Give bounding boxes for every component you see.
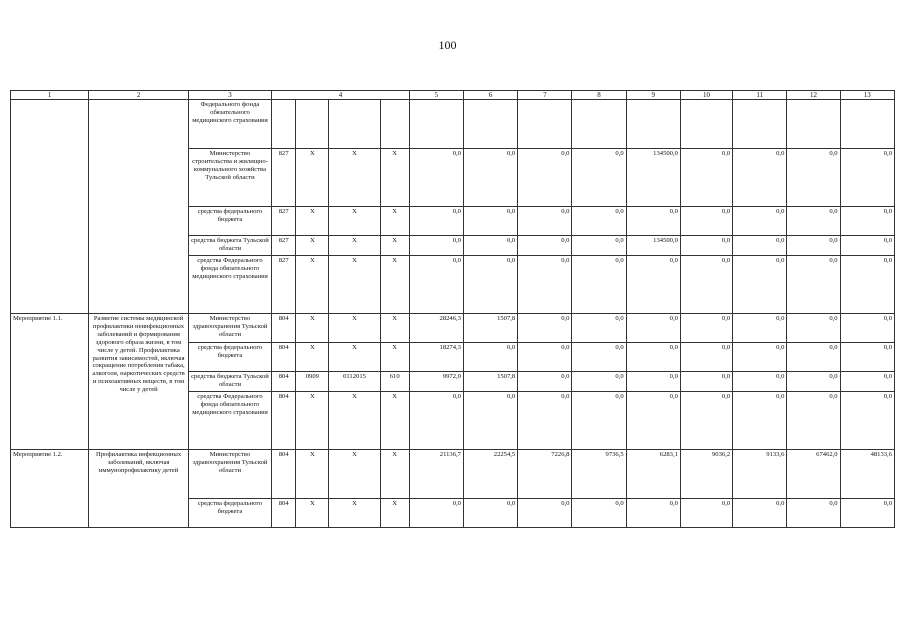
value-cell: 0,0 — [572, 149, 626, 207]
value-cell — [626, 100, 680, 149]
code-cell: 804 — [272, 372, 296, 392]
code-cell: 0112015 — [329, 372, 380, 392]
description-cell — [89, 100, 188, 314]
value-cell: 0,0 — [518, 392, 572, 450]
measure-cell — [11, 100, 89, 314]
value-cell — [733, 100, 787, 149]
value-cell: 7226,8 — [518, 450, 572, 499]
value-cell: 0,0 — [840, 236, 894, 256]
source-cell: Министерство здравоохранения Тульской области — [188, 314, 271, 343]
value-cell: 21136,7 — [409, 450, 463, 499]
code-cell: X — [296, 343, 329, 372]
value-cell: 0,0 — [409, 149, 463, 207]
code-cell: X — [296, 450, 329, 499]
value-cell: 0,0 — [733, 314, 787, 343]
value-cell: 67462,0 — [787, 450, 840, 499]
value-cell: 0,0 — [463, 499, 517, 528]
value-cell: 0,0 — [518, 149, 572, 207]
value-cell: 9972,0 — [409, 372, 463, 392]
code-cell: X — [296, 236, 329, 256]
value-cell: 0,0 — [787, 392, 840, 450]
value-cell: 0,0 — [409, 256, 463, 314]
code-cell: X — [380, 256, 409, 314]
code-cell: X — [380, 499, 409, 528]
value-cell: 9133,6 — [733, 450, 787, 499]
value-cell: 0,0 — [733, 207, 787, 236]
value-cell: 22254,5 — [463, 450, 517, 499]
source-cell: средства федерального бюджета — [188, 207, 271, 236]
code-cell: 827 — [272, 256, 296, 314]
value-cell: 0,0 — [626, 314, 680, 343]
code-cell: 827 — [272, 236, 296, 256]
value-cell: 0,0 — [572, 236, 626, 256]
code-cell: 804 — [272, 392, 296, 450]
value-cell: 0,0 — [518, 207, 572, 236]
value-cell: 18274,3 — [409, 343, 463, 372]
value-cell: 0,0 — [680, 499, 732, 528]
value-cell: 0,0 — [733, 343, 787, 372]
value-cell: 0,0 — [463, 236, 517, 256]
code-cell: X — [296, 314, 329, 343]
header-cell: 5 — [409, 91, 463, 100]
description-cell: Профилактика инфекционных заболеваний, включая иммунопрофилактику детей — [89, 450, 188, 528]
value-cell — [572, 100, 626, 149]
code-cell: X — [329, 343, 380, 372]
code-cell: X — [296, 256, 329, 314]
value-cell: 0,0 — [626, 499, 680, 528]
value-cell: 0,0 — [680, 149, 732, 207]
code-cell: X — [329, 314, 380, 343]
source-cell: средства федерального бюджета — [188, 343, 271, 372]
header-cell: 8 — [572, 91, 626, 100]
value-cell: 0,0 — [733, 499, 787, 528]
header-cell: 10 — [680, 91, 732, 100]
value-cell: 0,0 — [840, 256, 894, 314]
value-cell: 0,0 — [680, 314, 732, 343]
code-cell: X — [329, 450, 380, 499]
value-cell: 0,0 — [409, 207, 463, 236]
source-cell: средства Федерального фонда обязательного медицинского страхования — [188, 392, 271, 450]
header-cell: 12 — [787, 91, 840, 100]
code-cell: X — [380, 149, 409, 207]
value-cell: 0,0 — [518, 314, 572, 343]
value-cell: 0,0 — [463, 256, 517, 314]
measure-cell: Мероприятие 1.1. — [11, 314, 89, 450]
value-cell: 0,0 — [626, 343, 680, 372]
value-cell: 0,0 — [787, 343, 840, 372]
value-cell: 0,0 — [787, 499, 840, 528]
header-cell: 3 — [188, 91, 271, 100]
value-cell: 134500,0 — [626, 149, 680, 207]
value-cell — [463, 100, 517, 149]
source-cell: средства бюджета Тульской области — [188, 236, 271, 256]
code-cell: 610 — [380, 372, 409, 392]
code-cell: X — [380, 207, 409, 236]
description-cell: Развитие системы медицинской профилактики неинфекционных заболеваний и формирования здорового образа жизни, в том числе у детей. Профилактика развития зависимостей, включая сокращение потребления табака, алкоголя, наркотических средств и психоактивных веществ, в том числе у детей — [89, 314, 188, 450]
value-cell: 0,0 — [572, 392, 626, 450]
code-cell: 804 — [272, 499, 296, 528]
value-cell — [680, 100, 732, 149]
page-number: 100 — [438, 38, 457, 52]
header-cell: 1 — [11, 91, 89, 100]
code-cell: X — [296, 499, 329, 528]
source-cell: Министерство здравоохранения Тульской области — [188, 450, 271, 499]
value-cell: 0,0 — [518, 236, 572, 256]
code-cell — [272, 100, 296, 149]
value-cell: 0,0 — [840, 499, 894, 528]
value-cell: 6283,1 — [626, 450, 680, 499]
value-cell: 134500,0 — [626, 236, 680, 256]
value-cell: 0,0 — [680, 372, 732, 392]
value-cell: 0,0 — [626, 256, 680, 314]
value-cell: 0,0 — [733, 256, 787, 314]
value-cell: 0,0 — [463, 392, 517, 450]
value-cell: 0,0 — [787, 372, 840, 392]
code-cell: X — [329, 149, 380, 207]
value-cell: 0,0 — [518, 372, 572, 392]
value-cell: 0,0 — [572, 372, 626, 392]
code-cell: X — [380, 450, 409, 499]
source-cell: средства Федерального фонда обязательного медицинского страхования — [188, 256, 271, 314]
value-cell: 0,0 — [626, 392, 680, 450]
value-cell: 9036,2 — [680, 450, 732, 499]
code-cell: X — [329, 207, 380, 236]
value-cell: 0,0 — [626, 372, 680, 392]
value-cell: 0,0 — [787, 207, 840, 236]
code-cell — [296, 100, 329, 149]
value-cell: 48133,6 — [840, 450, 894, 499]
table-row — [11, 450, 895, 499]
value-cell: 0,0 — [840, 343, 894, 372]
value-cell: 0,0 — [572, 499, 626, 528]
code-cell: X — [329, 256, 380, 314]
value-cell: 0,0 — [518, 256, 572, 314]
value-cell — [409, 100, 463, 149]
value-cell: 0,0 — [626, 207, 680, 236]
code-cell: X — [329, 236, 380, 256]
source-cell: средства федерального бюджета — [188, 499, 271, 528]
code-cell: 827 — [272, 149, 296, 207]
value-cell: 0,0 — [840, 149, 894, 207]
value-cell: 0,0 — [680, 256, 732, 314]
code-cell: X — [380, 314, 409, 343]
value-cell: 0,0 — [572, 207, 626, 236]
value-cell: 0,0 — [787, 236, 840, 256]
code-cell: 0909 — [296, 372, 329, 392]
code-cell: X — [329, 392, 380, 450]
code-cell: X — [380, 236, 409, 256]
value-cell: 0,0 — [409, 499, 463, 528]
value-cell: 0,0 — [733, 236, 787, 256]
value-cell: 0,0 — [409, 392, 463, 450]
value-cell: 0,0 — [840, 207, 894, 236]
table-row — [11, 100, 895, 149]
budget-table — [10, 90, 895, 528]
value-cell: 0,0 — [840, 392, 894, 450]
code-cell — [380, 100, 409, 149]
code-cell — [329, 100, 380, 149]
code-cell: X — [296, 392, 329, 450]
measure-cell: Мероприятие 1.2. — [11, 450, 89, 528]
value-cell: 0,0 — [680, 392, 732, 450]
value-cell: 0,0 — [840, 372, 894, 392]
value-cell: 9736,5 — [572, 450, 626, 499]
header-cell: 11 — [733, 91, 787, 100]
value-cell: 28246,3 — [409, 314, 463, 343]
value-cell: 0,0 — [463, 207, 517, 236]
source-cell: средства бюджета Тульской области — [188, 372, 271, 392]
code-cell: X — [296, 207, 329, 236]
value-cell: 0,0 — [463, 343, 517, 372]
value-cell: 0,0 — [463, 149, 517, 207]
code-cell: 804 — [272, 450, 296, 499]
value-cell: 0,0 — [733, 149, 787, 207]
code-cell: X — [296, 149, 329, 207]
value-cell: 0,0 — [787, 149, 840, 207]
value-cell: 0,0 — [572, 343, 626, 372]
value-cell: 1507,8 — [463, 314, 517, 343]
value-cell: 0,0 — [733, 372, 787, 392]
value-cell: 0,0 — [787, 256, 840, 314]
value-cell: 0,0 — [680, 236, 732, 256]
header-cell: 13 — [840, 91, 894, 100]
value-cell: 0,0 — [787, 314, 840, 343]
value-cell — [787, 100, 840, 149]
code-cell: X — [380, 392, 409, 450]
value-cell: 0,0 — [518, 499, 572, 528]
code-cell: 827 — [272, 207, 296, 236]
header-row — [11, 91, 895, 100]
header-cell: 6 — [463, 91, 517, 100]
header-cell: 2 — [89, 91, 188, 100]
header-cell: 9 — [626, 91, 680, 100]
value-cell: 0,0 — [840, 314, 894, 343]
value-cell: 1507,8 — [463, 372, 517, 392]
value-cell — [518, 100, 572, 149]
code-cell: X — [380, 343, 409, 372]
value-cell: 0,0 — [572, 314, 626, 343]
code-cell: 804 — [272, 343, 296, 372]
value-cell: 0,0 — [572, 256, 626, 314]
header-cell: 7 — [518, 91, 572, 100]
value-cell — [840, 100, 894, 149]
header-cell: 4 — [272, 91, 410, 100]
value-cell: 0,0 — [680, 207, 732, 236]
value-cell: 0,0 — [409, 236, 463, 256]
table-row — [11, 314, 895, 343]
value-cell: 0,0 — [733, 392, 787, 450]
value-cell: 0,0 — [518, 343, 572, 372]
source-cell: Министерство строительства и жилищно-коммунального хозяйства Тульской области — [188, 149, 271, 207]
source-cell: Федерального фонда обязательного медицинского страхования — [188, 100, 271, 149]
value-cell: 0,0 — [680, 343, 732, 372]
code-cell: 804 — [272, 314, 296, 343]
code-cell: X — [329, 499, 380, 528]
